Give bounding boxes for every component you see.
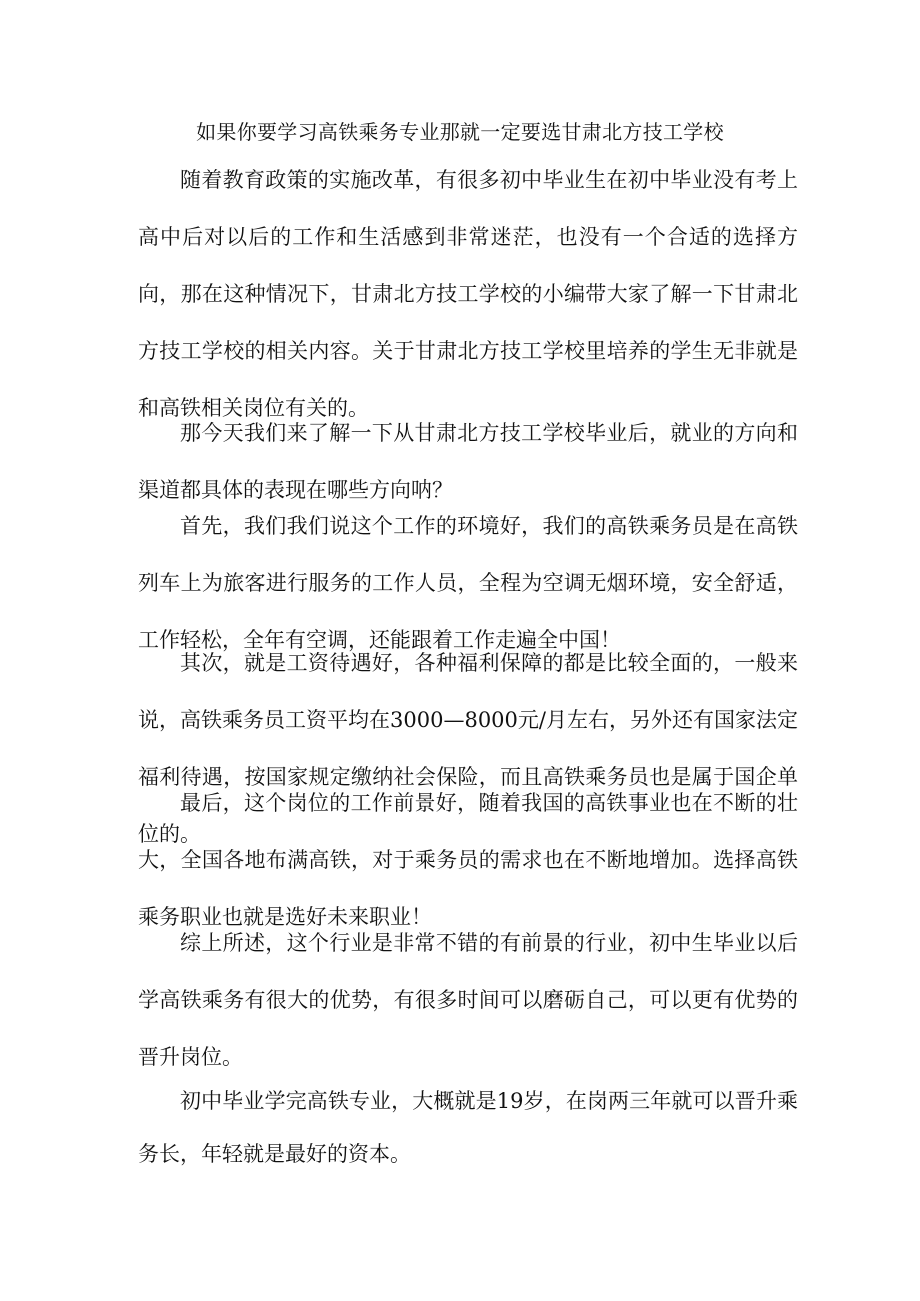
document-title: 如果你要学习高铁乘务专业那就一定要选甘肃北方技工学校 [196,120,724,144]
paragraph-prospects: 最后，这个岗位的工作前景好，随着我国的高铁事业也在不断的壮大，全国各地布满高铁，对于乘务员的需求也在不断地增加。选择高铁乘务职业也就是选好未来职业！ [138,791,798,929]
paragraph-employment-question: 那今天我们来了解一下从甘肃北方技工学校毕业后，就业的方向和渠道都具体的表现在哪些方向呐？ [138,421,798,502]
paragraph-summary: 综上所述，这个行业是非常不错的有前景的行业，初中生毕业以后学高铁乘务有很大的优势，有很多时间可以磨砺自己，可以更有优势的晋升岗位。 [138,931,798,1069]
paragraph-salary: 其次，就是工资待遇好，各种福利保障的都是比较全面的，一般来说，高铁乘务员工资平均在3000—8000元/月左右，另外还有国家法定福利待遇，按国家规定缴纳社会保险，而且高铁乘务员也是属于国企单位的。 [138,651,798,846]
paragraph-age-advantage: 初中毕业学完高铁专业，大概就是19岁，在岗两三年就可以晋升乘务长，年轻就是最好的资本。 [138,1089,798,1166]
paragraph-work-environment: 首先，我们我们说这个工作的环境好，我们的高铁乘务员是在高铁列车上为旅客进行服务的工作人员，全程为空调无烟环境，安全舒适，工作轻松，全年有空调，还能跟着工作走遍全中国！ [138,514,798,652]
paragraph-intro: 随着教育政策的实施改革，有很多初中毕业生在初中毕业没有考上高中后对以后的工作和生活感到非常迷茫，也没有一个合适的选择方向，那在这种情况下，甘肃北方技工学校的小编带大家了解一下甘肃北方技工学校的相关内容。关于甘肃北方技工学校里培养的学生无非就是和高铁相关岗位有关的。 [138,168,798,420]
